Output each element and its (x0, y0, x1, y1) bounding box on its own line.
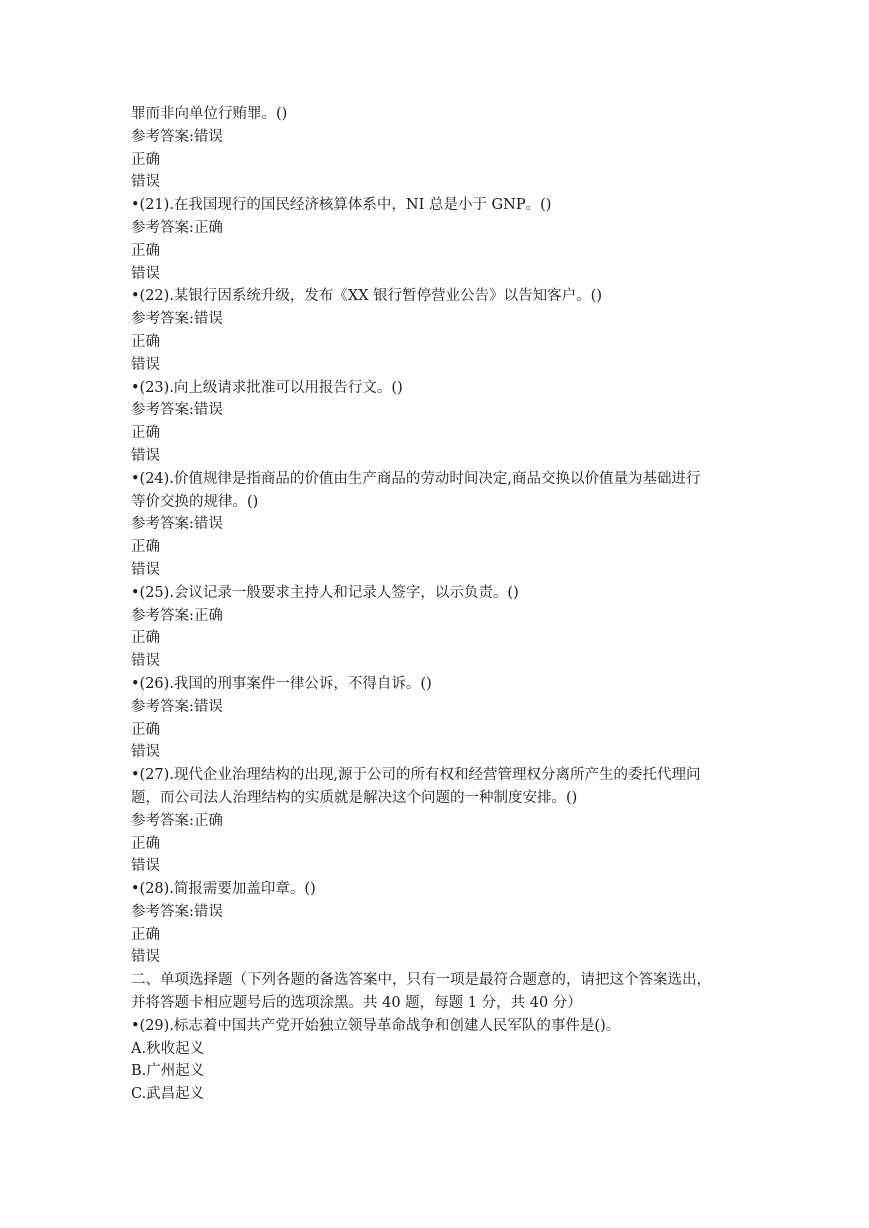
option-line: 错误 (131, 949, 160, 966)
option-line: 正确 (131, 630, 160, 647)
answer-line: 参考答案:错误 (131, 698, 223, 715)
question-line: •(25).会议记录一般要求主持人和记录人签字，以示负责。() (131, 584, 519, 601)
option-line: 错误 (131, 356, 160, 373)
option-line: B.广州起义 (131, 1063, 205, 1080)
document-page (131, 103, 741, 1106)
option-line: 正确 (131, 242, 160, 259)
question-continuation: 罪而非向单位行贿罪。() (131, 106, 288, 122)
question-line: •(26).我国的刑事案件一律公诉，不得自诉。() (131, 675, 432, 692)
answer-line: 参考答案:错误 (131, 128, 223, 145)
option-line: 正确 (131, 333, 160, 350)
option-line: 错误 (131, 447, 160, 464)
question-continuation: 等价交换的规律。() (131, 493, 259, 510)
answer-line: 参考答案:错误 (131, 311, 223, 328)
question-line: •(23).向上级请求批准可以用报告行文。() (131, 379, 403, 396)
question-line: •(24).价值规律是指商品的价值由生产商品的劳动时间决定,商品交换以价值量为基础进行 (131, 470, 701, 487)
answer-line: 参考答案:错误 (131, 903, 223, 920)
question-line: •(22).某银行因系统升级，发布《XX 银行暂停营业公告》以告知客户。() (131, 288, 602, 305)
section-heading: 二、单项选择题（下列各题的备选答案中，只有一项是最符合题意的，请把这个答案选出， (131, 972, 711, 989)
option-line: 错误 (131, 653, 160, 670)
option-line: 错误 (131, 744, 160, 761)
answer-line: 参考答案:正确 (131, 607, 223, 624)
option-line: 正确 (131, 835, 160, 852)
option-line: 错误 (131, 265, 160, 282)
question-line: •(29).标志着中国共产党开始独立领导革命战争和创建人民军队的事件是()。 (131, 1017, 621, 1034)
answer-line: 参考答案:正确 (131, 812, 223, 829)
option-line: 正确 (131, 425, 160, 442)
option-line: 错误 (131, 561, 160, 578)
question-line: •(21).在我国现行的国民经济核算体系中，NI 总是小于 GNP。() (131, 197, 552, 214)
question-line: •(28).简报需要加盖印章。() (131, 881, 316, 898)
question-line: •(27).现代企业治理结构的出现,源于公司的所有权和经营管理权分离所产生的委托代理问 (131, 767, 701, 784)
option-line: 正确 (131, 721, 160, 738)
answer-line: 参考答案:正确 (131, 219, 223, 236)
option-line: 错误 (131, 174, 160, 191)
option-line: A.秋收起义 (131, 1040, 205, 1057)
option-line: 正确 (131, 539, 160, 556)
option-line: 正确 (131, 926, 160, 943)
section-heading: 并将答题卡相应题号后的选项涂黑。共 40 题，每题 1 分，共 40 分） (131, 995, 582, 1012)
answer-line: 参考答案:错误 (131, 516, 223, 533)
answer-line: 参考答案:错误 (131, 402, 223, 419)
option-line: 错误 (131, 858, 160, 875)
option-line: 正确 (131, 151, 160, 168)
question-continuation: 题，而公司法人治理结构的实质就是解决这个问题的一种制度安排。() (131, 789, 578, 806)
option-line: C.武昌起义 (131, 1086, 205, 1103)
